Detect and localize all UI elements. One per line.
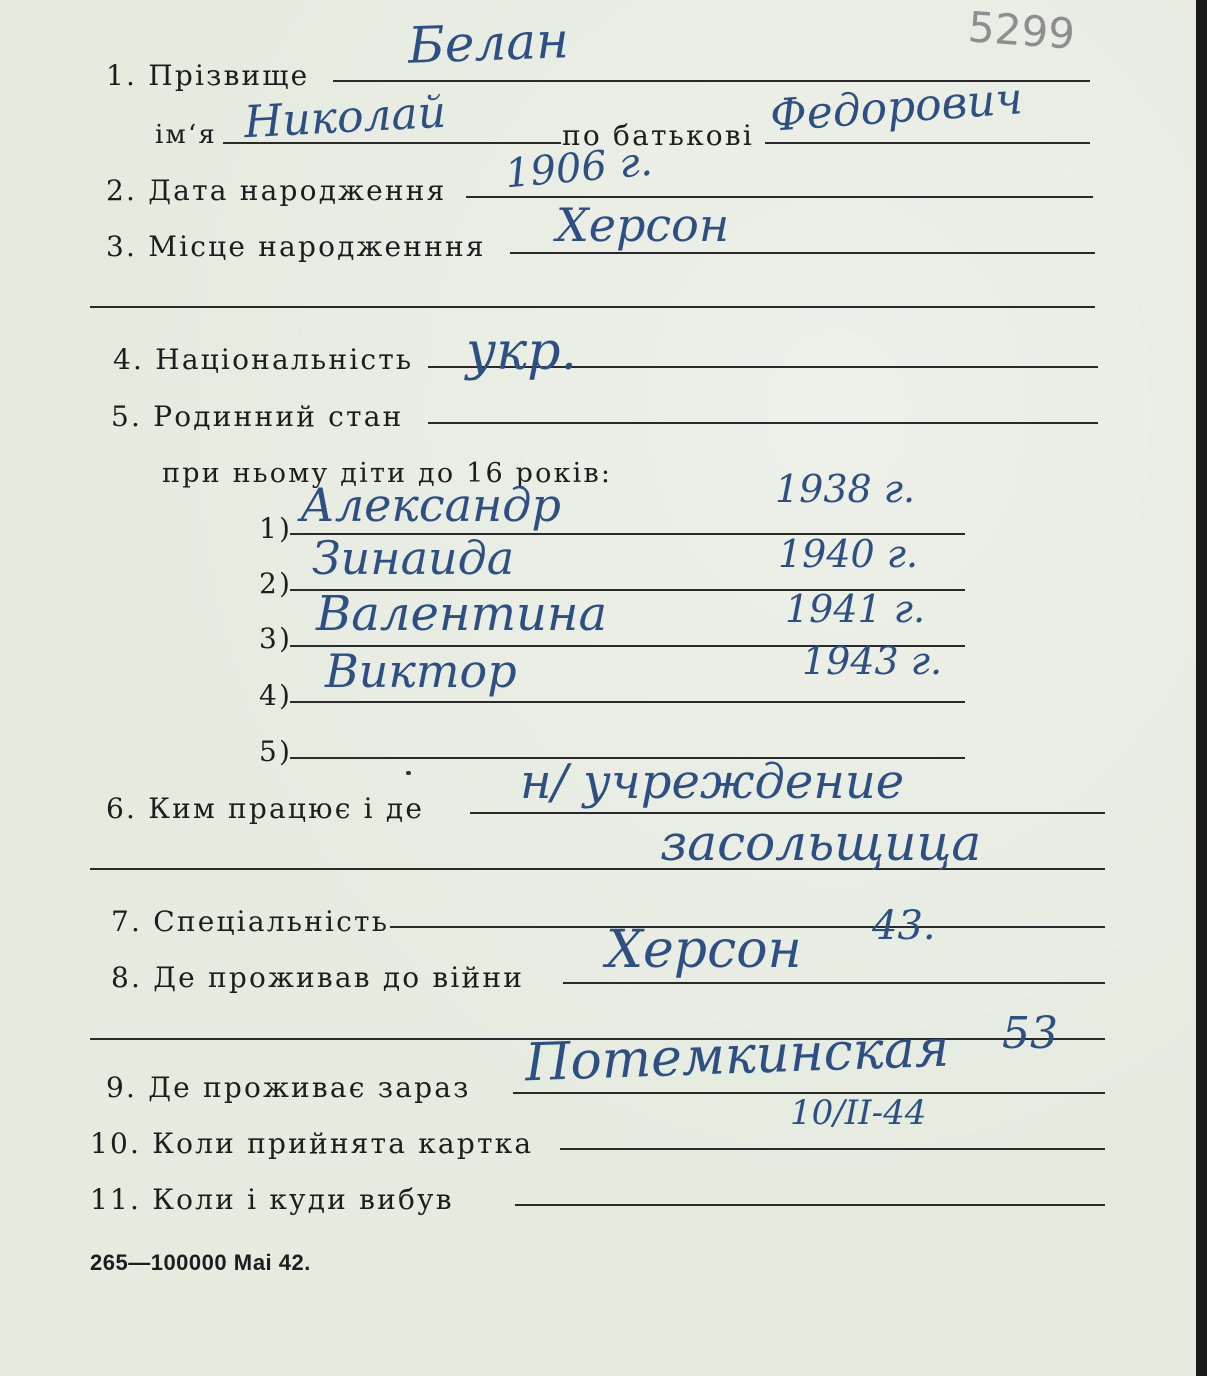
child-name: Александр	[300, 478, 561, 532]
card-accepted-label: 10. Коли прийнята картка	[90, 1127, 534, 1160]
birth-place-line	[510, 252, 1095, 254]
work-value-line-1: н/ учреждение	[520, 754, 905, 810]
name-value: Николай	[242, 86, 448, 149]
child-number: 3)	[259, 622, 293, 655]
prewar-residence-house: 43.	[872, 903, 936, 949]
nationality-label: 4. Національність	[113, 343, 414, 376]
birth-place-label: 3. Місце народженння	[106, 230, 486, 263]
work-label: 6. Ким працює і де	[106, 792, 425, 825]
child-year: 1938 г.	[775, 467, 916, 511]
current-residence-value: Потемкинская	[524, 1018, 951, 1094]
child-name: Валентина	[316, 586, 608, 642]
surname-label: 1. Прізвище	[106, 59, 310, 92]
departed-line	[515, 1204, 1105, 1206]
birth-date-label: 2. Дата народження	[106, 174, 447, 207]
birth-place-value: Херсон	[556, 198, 730, 252]
print-code: 265—100000 Маі 42.	[90, 1250, 311, 1275]
child-number: 2)	[259, 567, 293, 600]
child-name: Виктор	[325, 644, 517, 698]
card-accepted-value: 10/II-44	[790, 1093, 927, 1133]
child-year: 1941 г.	[785, 587, 926, 631]
patronymic-value: Федорович	[768, 73, 1025, 142]
marital-status-label: 5. Родинний стан	[111, 400, 404, 433]
child-name: Зинаида	[312, 531, 515, 585]
prewar-residence-label: 8. Де проживав до війни	[111, 961, 525, 994]
ink-dot	[406, 771, 411, 775]
children-heading: при ньому діти до 16 років:	[162, 458, 613, 489]
child-year: 1943 г.	[802, 639, 943, 683]
current-residence-house: 53	[1002, 1008, 1058, 1059]
child-line	[290, 701, 965, 703]
archive-number: 5299	[966, 2, 1077, 59]
patronymic-line	[765, 142, 1090, 144]
work-value-line-2: засольщица	[660, 814, 982, 872]
birth-date-value: 1906 г.	[503, 138, 655, 198]
surname-value: Белан	[407, 11, 570, 75]
child-year: 1940 г.	[778, 532, 919, 576]
prewar-residence-value: Херсон	[606, 920, 802, 980]
name-label: ім‘я	[155, 120, 218, 150]
child-number: 5)	[259, 735, 293, 768]
departed-label: 11. Коли і куди вибув	[90, 1183, 454, 1216]
specialty-label: 7. Спеціальність	[111, 905, 390, 938]
patronymic-label: по батькові	[562, 119, 754, 152]
prewar-residence-line	[563, 982, 1105, 984]
marital-status-line	[428, 422, 1098, 424]
card-accepted-line	[560, 1148, 1105, 1150]
child-number: 4)	[259, 679, 293, 712]
child-number: 1)	[259, 512, 293, 545]
birth-place-line-2	[90, 306, 1095, 308]
current-residence-label: 9. Де проживає зараз	[106, 1071, 471, 1104]
nationality-value: укр.	[466, 322, 578, 382]
